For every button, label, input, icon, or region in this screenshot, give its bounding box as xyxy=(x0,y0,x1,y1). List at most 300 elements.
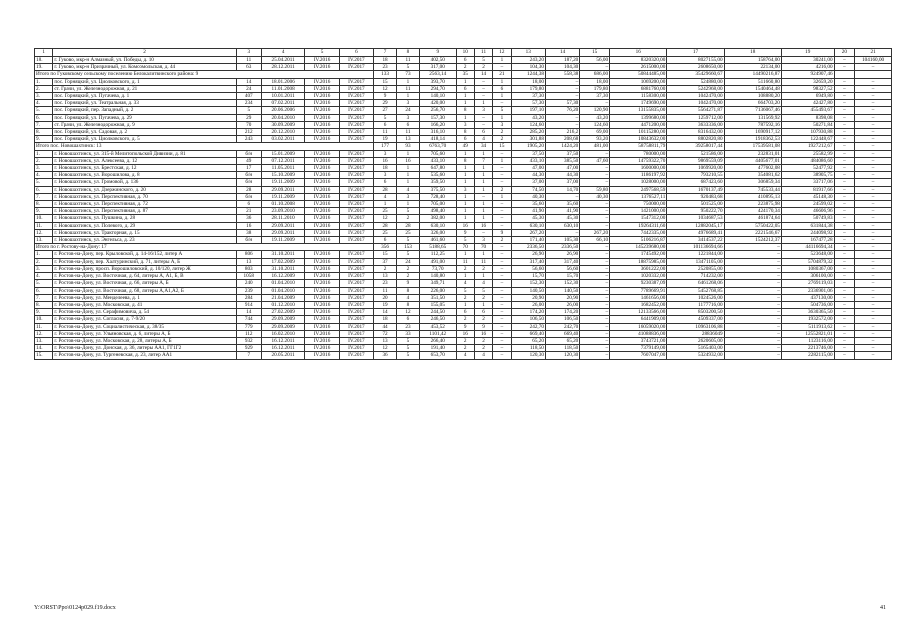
table-cell: 1. xyxy=(35,150,53,157)
table-cell: 21 xyxy=(236,208,261,215)
table-cell: 1244,38 xyxy=(511,71,545,78)
address-cell: г. Ростов-на-Дону, ул. Московская, д. 28, литеры А, Б xyxy=(53,337,236,344)
table-cell: – xyxy=(580,294,610,301)
table-cell: 523648,00 xyxy=(781,251,834,258)
table-cell: 242,70 xyxy=(511,323,545,330)
table-cell: 56,60 xyxy=(545,265,579,272)
table-cell: 120,30 xyxy=(511,352,545,359)
table-cell: 65,20 xyxy=(511,337,545,344)
table-cell: 393,70 xyxy=(419,78,456,85)
table-cell: 504736,00 xyxy=(781,301,834,308)
table-cell: 243,20 xyxy=(511,57,545,64)
table-cell: 4405677,01 xyxy=(724,157,781,164)
table-cell: 1 xyxy=(474,150,492,157)
table-cell: 187,20 xyxy=(545,57,579,64)
table-cell: 359,50 xyxy=(419,179,456,186)
table-cell: – xyxy=(834,287,855,294)
table-cell: 1600000,00 xyxy=(610,165,667,172)
table-cell: 16 xyxy=(456,222,474,229)
table-cell: 326,00 xyxy=(419,229,456,236)
table-cell: 131569,92 xyxy=(724,114,781,121)
table-cell: 93,20 xyxy=(580,136,610,143)
table-cell: 104,30 xyxy=(545,64,579,71)
table-row xyxy=(35,294,892,301)
address-cell: пос. Горняцкий, пер. Западный, д. 2 xyxy=(53,107,236,114)
table-cell: 3630365,50 xyxy=(781,309,834,316)
table-cell: 155,05 xyxy=(419,301,456,308)
table-cell: – xyxy=(545,85,579,92)
table-cell: – xyxy=(855,309,892,316)
table-cell: 8398,08 xyxy=(781,114,834,121)
table-cell: 63 xyxy=(236,64,261,71)
table-cell: 481,00 xyxy=(580,143,610,150)
table-cell: 31.10.2011 xyxy=(261,265,305,272)
table-cell: – xyxy=(855,193,892,200)
table-cell: IV.2017 xyxy=(339,78,373,85)
column-header-3: 3 xyxy=(236,49,261,57)
table-cell: – xyxy=(855,330,892,337)
table-cell: 244,50 xyxy=(419,309,456,316)
table-cell: 2 xyxy=(374,265,397,272)
table-cell: 56,00 xyxy=(580,57,610,64)
table-cell: 10.01.2011 xyxy=(261,93,305,100)
table-cell: 1069200,00 xyxy=(610,78,667,85)
table-cell: 16 xyxy=(374,157,397,164)
table-cell: 208,68 xyxy=(545,136,579,143)
table-cell: 1376527,11 xyxy=(610,193,667,200)
table-cell: – xyxy=(855,64,892,71)
table-cell: 25582,99 xyxy=(781,150,834,157)
table-cell: 2520855,00 xyxy=(667,265,724,272)
table-cell: 4 xyxy=(456,352,474,359)
table-cell: 914 xyxy=(236,301,261,308)
table-cell: – xyxy=(834,85,855,92)
table-cell: 6 xyxy=(456,136,474,143)
address-cell: ст. Грачи, ул. Железнодорожная, д. 9 xyxy=(53,121,236,128)
table-cell: 14490216,87 xyxy=(724,71,781,78)
table-cell: 37,00 xyxy=(545,179,579,186)
table-cell: 167477,28 xyxy=(781,237,834,244)
table-cell: 45,30 xyxy=(545,215,579,222)
column-header-1: 1 xyxy=(35,49,53,57)
table-cell: 19.11.2009 xyxy=(261,237,305,244)
table-cell: 17539581,08 xyxy=(724,143,781,150)
subtotal-row xyxy=(35,244,892,251)
table-cell: 20.04.2010 xyxy=(261,114,305,121)
table-cell: 3 xyxy=(456,186,474,193)
table-cell: 5 xyxy=(397,337,420,344)
column-header-10: 10 xyxy=(456,49,474,57)
table-cell: – xyxy=(493,208,511,215)
table-cell: 239 xyxy=(236,287,261,294)
table-cell: 267,20 xyxy=(580,229,610,236)
table-cell: 6 xyxy=(374,237,397,244)
table-cell: IV.2017 xyxy=(339,309,373,316)
table-row xyxy=(35,316,892,323)
table-cell: 647,80 xyxy=(419,165,456,172)
table-cell: 47,00 xyxy=(511,165,545,172)
table-cell: 29.09.2011 xyxy=(261,186,305,193)
table-cell: 1 xyxy=(397,172,420,179)
table-cell: – xyxy=(834,78,855,85)
table-cell: – xyxy=(834,157,855,164)
table-cell: 7607047,00 xyxy=(610,352,667,359)
table-cell: 6. xyxy=(35,186,53,193)
table-cell: 16.02.2010 xyxy=(261,330,305,337)
table-cell: 5 xyxy=(397,237,420,244)
table-row xyxy=(35,309,892,316)
address-cell: г. Ростов-на-Дону, просп. Ворошиловский, д. 10/120, литер Ж xyxy=(53,265,236,272)
table-cell: 57,30 xyxy=(545,100,579,107)
table-cell: 4 xyxy=(474,280,492,287)
table-cell: IV.2016 xyxy=(305,85,339,92)
table-cell: 2 xyxy=(456,337,474,344)
table-cell: 382,00 xyxy=(419,215,456,222)
table-cell: 3 xyxy=(397,100,420,107)
table-cell: – xyxy=(474,121,492,128)
table-row xyxy=(35,172,892,179)
table-cell: 4. xyxy=(35,273,53,280)
table-cell: 744 xyxy=(236,316,261,323)
table-cell: 8 xyxy=(456,107,474,114)
table-cell: 1932572,00 xyxy=(781,316,834,323)
table-cell: 34 xyxy=(474,143,492,150)
address-cell: г. Ростов-на-Дону, ул. Восточная, д. 64, литеры А, А1, Б, В xyxy=(53,273,236,280)
table-cell: 1 xyxy=(474,172,492,179)
address-cell: г. Ростов-на-Дону, ул. Восточная, д. 68, литеры А,А1,А2, Б xyxy=(53,287,236,294)
table-row xyxy=(35,273,892,280)
table-cell: – xyxy=(580,222,610,229)
table-cell: – xyxy=(580,100,610,107)
table-cell: 16 xyxy=(474,330,492,337)
table-cell: – xyxy=(580,287,610,294)
table-cell: 1 xyxy=(474,165,492,172)
table-cell: 11 xyxy=(374,129,397,136)
table-cell: 924907,46 xyxy=(781,71,834,78)
table-cell: 59,80 xyxy=(580,186,610,193)
table-cell: 52477,92 xyxy=(781,165,834,172)
table-cell: 1028000,00 xyxy=(610,179,667,186)
table-cell: 3633336,00 xyxy=(667,121,724,128)
table-cell: 66,10 xyxy=(580,237,610,244)
table-cell: 1 xyxy=(493,93,511,100)
table-cell: 284 xyxy=(236,294,261,301)
table-cell: – xyxy=(724,251,781,258)
table-cell: 38905,75 xyxy=(781,172,834,179)
table-cell: 15. xyxy=(35,352,53,359)
table-cell: 158764,00 xyxy=(724,57,781,64)
table-cell: 437130,00 xyxy=(781,294,834,301)
table-cell: 23 xyxy=(397,323,420,330)
table-cell: 4 xyxy=(474,352,492,359)
table-cell: 1927212,67 xyxy=(781,143,834,150)
table-cell: 9. xyxy=(35,309,53,316)
table-cell: 511660,80 xyxy=(724,78,781,85)
table-cell: IV.2016 xyxy=(305,345,339,352)
table-cell: 4 xyxy=(456,280,474,287)
table-row xyxy=(35,150,892,157)
table-cell: – xyxy=(493,309,511,316)
table-cell: – xyxy=(580,309,610,316)
table-cell: 2. xyxy=(35,258,53,265)
table-cell: – xyxy=(834,237,855,244)
table-cell: 1. xyxy=(35,251,53,258)
address-cell: г. Новошахтинск, ул. Дзержинского, д. 20 xyxy=(53,186,236,193)
table-cell: 179,80 xyxy=(511,85,545,92)
address-cell: пос. Горняцкий, ул. Пугачева, д. 1 xyxy=(53,93,236,100)
table-cell: – xyxy=(855,258,892,265)
table-cell: 120,90 xyxy=(580,107,610,114)
table-cell: 686,00 xyxy=(580,71,610,78)
table-cell: 29.09.2011 xyxy=(261,229,305,236)
table-cell: 6461268,06 xyxy=(667,280,724,287)
table-cell: – xyxy=(855,100,892,107)
table-cell: – xyxy=(855,93,892,100)
table-cell: 2 xyxy=(456,294,474,301)
table-cell: 118,50 xyxy=(545,345,579,352)
table-cell: 18875985,00 xyxy=(610,258,667,265)
address-cell: г. Новошахтинск, ул. Энгельса, д. 23 xyxy=(53,237,236,244)
table-cell: – xyxy=(493,165,511,172)
table-cell: 9 xyxy=(397,280,420,287)
table-cell: – xyxy=(580,330,610,337)
table-cell: – xyxy=(724,345,781,352)
table-cell: IV.2017 xyxy=(339,222,373,229)
table-cell: – xyxy=(834,316,855,323)
table-cell: – xyxy=(834,186,855,193)
table-cell: 2 xyxy=(474,345,492,352)
table-cell: 76,20 xyxy=(545,107,579,114)
table-cell: IV.2017 xyxy=(339,280,373,287)
table-cell: 6 xyxy=(474,309,492,316)
table-cell: 1 xyxy=(456,114,474,121)
table-cell: – xyxy=(855,352,892,359)
table-cell: 29.09.2009 xyxy=(261,316,305,323)
table-cell: 240 xyxy=(236,280,261,287)
table-cell: IV.2016 xyxy=(305,107,339,114)
table-cell: 705,00 xyxy=(419,201,456,208)
table-cell: IV.2016 xyxy=(305,316,339,323)
table-cell: 11.01.2008 xyxy=(261,85,305,92)
table-cell: – xyxy=(493,201,511,208)
table-cell: 122448,67 xyxy=(781,136,834,143)
table-cell: 745533,44 xyxy=(724,186,781,193)
table-cell: 24 xyxy=(236,85,261,92)
table-cell: 104,30 xyxy=(511,64,545,71)
table-cell: 153 xyxy=(397,244,420,251)
table-cell: 16 xyxy=(236,222,261,229)
table-cell: 1 xyxy=(474,301,492,308)
table-cell: 8027155,00 xyxy=(667,57,724,64)
address-cell: пос. Горняцкий, ул. Циолковского, д. 5 xyxy=(53,136,236,143)
table-cell: 2 xyxy=(493,129,511,136)
table-cell: 7 xyxy=(236,352,261,359)
table-cell: 4 xyxy=(397,186,420,193)
table-cell: 317,40 xyxy=(511,258,545,265)
table-cell: 21 xyxy=(493,71,511,78)
table-cell: 2282115,00 xyxy=(781,352,834,359)
table-cell: 5. xyxy=(35,179,53,186)
table-cell: – xyxy=(834,280,855,287)
table-cell: 243 xyxy=(236,136,261,143)
table-cell: IV.2017 xyxy=(339,301,373,308)
table-cell: 2 xyxy=(474,265,492,272)
table-cell: IV.2017 xyxy=(339,237,373,244)
table-row xyxy=(35,100,892,107)
table-cell: 5 xyxy=(474,287,492,294)
table-cell: 27 xyxy=(374,107,397,114)
table-cell: IV.2017 xyxy=(339,85,373,92)
table-cell: 18 xyxy=(374,165,397,172)
table-cell: 124,60 xyxy=(580,121,610,128)
table-cell: 6 xyxy=(456,85,474,92)
table-cell: IV.2016 xyxy=(305,121,339,128)
subtotal-label: Итого пос. Новошахтинск: 13 xyxy=(35,143,374,150)
address-cell: г. Новошахтинск, ул. Брестская, д. 12 xyxy=(53,165,236,172)
table-cell: IV.2016 xyxy=(305,78,339,85)
table-cell: – xyxy=(834,129,855,136)
table-cell: 5. xyxy=(35,280,53,287)
table-cell: 2769119,03 xyxy=(781,280,834,287)
table-row xyxy=(35,107,892,114)
table-cell: – xyxy=(493,352,511,359)
address-cell: г. Ростов-на-Дону, ул. Социалистическая, д. 38/35 xyxy=(53,323,236,330)
table-cell: – xyxy=(855,316,892,323)
table-cell: 29.09.2011 xyxy=(261,222,305,229)
table-cell: IV.2016 xyxy=(305,57,339,64)
table-cell: 98327,52 xyxy=(781,85,834,92)
table-cell: 29 xyxy=(236,114,261,121)
table-cell: 1 xyxy=(474,186,492,193)
table-cell: 15 xyxy=(374,78,397,85)
table-cell: 41,90 xyxy=(545,208,579,215)
address-cell: г. Ростов-на-Дону, ул. Ульяновская, д. 6, литеры А, Б xyxy=(53,330,236,337)
table-cell: 38 xyxy=(236,229,261,236)
table-cell: 44,30 xyxy=(511,172,545,179)
table-cell: – xyxy=(724,301,781,308)
column-header-14: 14 xyxy=(545,49,579,57)
table-row xyxy=(35,157,892,164)
table-cell: 26,00 xyxy=(545,301,579,308)
table-cell: 2221546,67 xyxy=(724,229,781,236)
table-cell: 1069920,00 xyxy=(667,165,724,172)
table-cell: 920483,68 xyxy=(667,193,724,200)
table-cell: 1 xyxy=(474,100,492,107)
table-cell: – xyxy=(724,273,781,280)
table-cell: IV.2016 xyxy=(305,129,339,136)
table-row xyxy=(35,265,892,272)
table-cell: 10. xyxy=(35,316,53,323)
table-cell: IV.2016 xyxy=(305,229,339,236)
table-cell: 13 xyxy=(374,273,397,280)
table-cell: IV.2017 xyxy=(339,150,373,157)
address-cell: г. Новошахтинск, ул. Ворошилова, д. 8 xyxy=(53,172,236,179)
table-cell: б/н xyxy=(236,150,261,157)
table-cell: 14,70 xyxy=(545,186,579,193)
table-cell: 234 xyxy=(236,100,261,107)
table-cell: 1 xyxy=(456,93,474,100)
table-cell: 6 xyxy=(456,57,474,64)
table-cell: 3 xyxy=(397,114,420,121)
table-cell: IV.2016 xyxy=(305,157,339,164)
table-cell: 6. xyxy=(35,114,53,121)
table-cell: IV.2017 xyxy=(339,165,373,172)
table-cell: 07.02.2011 xyxy=(261,100,305,107)
table-cell: 4 xyxy=(397,294,420,301)
table-cell: 1 xyxy=(456,193,474,200)
table-cell: – xyxy=(724,280,781,287)
table-cell: 3 xyxy=(474,237,492,244)
table-cell: 1 xyxy=(456,273,474,280)
table-cell: 8. xyxy=(35,201,53,208)
table-cell: – xyxy=(834,193,855,200)
address-cell: г. Ростов-на-Дону, пер. Крыловской, д. 14-16/152, литер А xyxy=(53,251,236,258)
table-cell: 174,20 xyxy=(545,309,579,316)
table-cell: 242,70 xyxy=(545,323,579,330)
table-cell: 15.10.2009 xyxy=(261,172,305,179)
table-cell: IV.2017 xyxy=(339,287,373,294)
table-cell: – xyxy=(834,215,855,222)
table-cell: – xyxy=(855,114,892,121)
table-cell: 2 xyxy=(474,337,492,344)
table-cell: 11. xyxy=(35,222,53,229)
table-cell: 10. xyxy=(35,215,53,222)
table-cell: 6441909,00 xyxy=(610,316,667,323)
table-cell: 37,50 xyxy=(545,150,579,157)
table-cell: 5750422,05 xyxy=(724,222,781,229)
table-cell: 50749,83 xyxy=(781,215,834,222)
table-cell: 33717,06 xyxy=(781,179,834,186)
table-cell: IV.2016 xyxy=(305,265,339,272)
table-cell: IV.2016 xyxy=(305,150,339,157)
table-cell: 1186197,92 xyxy=(610,172,667,179)
table-row xyxy=(35,129,892,136)
table-cell: 20.05.2011 xyxy=(261,352,305,359)
table-cell: 41088836,00 xyxy=(610,330,667,337)
address-cell: пос. Горняцкий, ул. Театральная, д. 33 xyxy=(53,100,236,107)
table-cell: 179,80 xyxy=(580,85,610,92)
table-cell: – xyxy=(474,93,492,100)
table-cell: 780000,00 xyxy=(610,150,667,157)
table-cell: – xyxy=(834,229,855,236)
table-cell: IV.2017 xyxy=(339,345,373,352)
table-cell: – xyxy=(724,287,781,294)
table-cell: IV.2017 xyxy=(339,201,373,208)
table-cell: 5188,65 xyxy=(419,244,456,251)
table-cell: – xyxy=(834,337,855,344)
table-cell: 19264311,60 xyxy=(610,222,667,229)
table-cell: 6949,80 xyxy=(781,93,834,100)
table-cell: IV.2016 xyxy=(305,186,339,193)
table-cell: 687423,60 xyxy=(667,179,724,186)
table-cell: 5242968,00 xyxy=(667,85,724,92)
table-cell: 18,00 xyxy=(580,78,610,85)
table-cell: 1 xyxy=(397,93,420,100)
table-cell: 630,10 xyxy=(419,222,456,229)
table-cell: – xyxy=(724,316,781,323)
table-cell: 11 xyxy=(374,287,397,294)
table-row xyxy=(35,215,892,222)
table-row xyxy=(35,237,892,244)
table-cell: 18 xyxy=(374,57,397,64)
address-cell: г. Ростов-на-Дону, ул. Согласия, д. 7-9/20 xyxy=(53,316,236,323)
table-cell: 50844485,00 xyxy=(610,71,667,78)
table-cell: IV.2017 xyxy=(339,258,373,265)
table-cell: 787592,16 xyxy=(724,121,781,128)
table-cell: 932 xyxy=(236,337,261,344)
table-cell: – xyxy=(855,237,892,244)
table-cell: 21.04.2009 xyxy=(261,294,305,301)
